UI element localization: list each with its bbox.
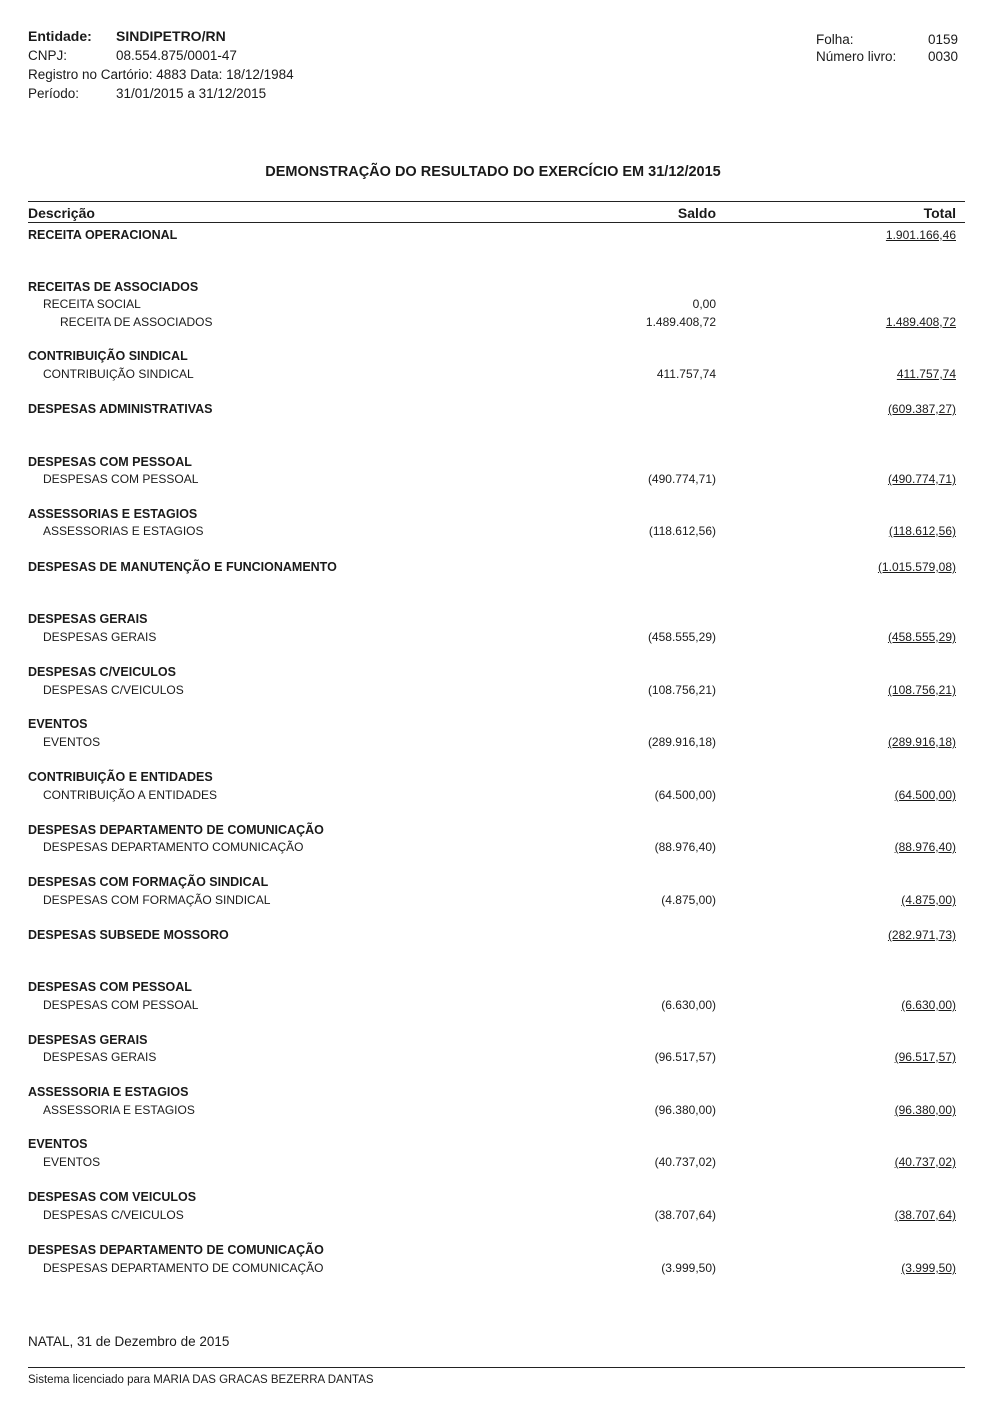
livro-value: 0030 xyxy=(927,49,958,64)
entity-label: Entidade: xyxy=(28,28,92,44)
row-total: (490.774,71) xyxy=(887,472,956,486)
table-row xyxy=(0,1050,1000,1066)
row-total: (282.971,73) xyxy=(887,928,956,942)
row-description: DESPESAS C/VEICULOS xyxy=(28,665,176,679)
row-description: DESPESAS C/VEICULOS xyxy=(43,1208,184,1222)
row-description: ASSESSORIAS E ESTAGIOS xyxy=(28,507,198,521)
row-saldo: (88.976,40) xyxy=(654,840,716,854)
table-row xyxy=(0,630,1000,646)
row-saldo: (64.500,00) xyxy=(654,788,716,802)
row-total: (96.380,00) xyxy=(894,1103,956,1117)
row-saldo: (96.380,00) xyxy=(654,1103,716,1117)
registro-row xyxy=(28,67,294,82)
row-description: DESPESAS COM VEICULOS xyxy=(28,1190,197,1204)
table-group-row xyxy=(0,665,1000,681)
row-description: DESPESAS C/VEICULOS xyxy=(43,683,184,697)
top-rule xyxy=(28,201,965,202)
table-row xyxy=(0,1261,1000,1277)
row-saldo: 0,00 xyxy=(692,297,716,311)
row-total: (40.737,02) xyxy=(894,1155,956,1169)
table-row xyxy=(0,367,1000,383)
row-description: DESPESAS COM FORMAÇÃO SINDICAL xyxy=(43,893,271,907)
row-saldo: (490.774,71) xyxy=(647,472,716,486)
row-saldo: (40.737,02) xyxy=(654,1155,716,1169)
row-description: ASSESSORIA E ESTAGIOS xyxy=(28,1085,189,1099)
table-row xyxy=(0,1155,1000,1171)
row-description: DESPESAS DEPARTAMENTO DE COMUNICAÇÃO xyxy=(28,823,324,837)
row-description: CONTRIBUIÇÃO E ENTIDADES xyxy=(28,770,213,784)
periodo-label: Período: xyxy=(28,86,80,101)
table-group-row xyxy=(0,1085,1000,1101)
row-description: RECEITA SOCIAL xyxy=(43,297,141,311)
page-title: DEMONSTRAÇÃO DO RESULTADO DO EXERCÍCIO EM 31/12/2015 xyxy=(265,164,721,180)
table-group-row xyxy=(0,507,1000,523)
license-text: Sistema licenciado para MARIA DAS GRACAS BEZERRA DANTAS xyxy=(28,1374,374,1386)
cnpj-label: CNPJ: xyxy=(28,48,68,63)
row-total: (4.875,00) xyxy=(901,893,956,907)
periodo-value: 31/01/2015 a 31/12/2015 xyxy=(116,86,267,101)
row-description: CONTRIBUIÇÃO SINDICAL xyxy=(43,367,194,381)
table-row xyxy=(0,735,1000,751)
table-group-row xyxy=(0,560,1000,576)
row-description: DESPESAS GERAIS xyxy=(43,1050,157,1064)
table-row xyxy=(0,998,1000,1014)
row-description: DESPESAS GERAIS xyxy=(28,612,148,626)
cnpj-row xyxy=(28,48,237,63)
table-row xyxy=(0,472,1000,488)
row-description: DESPESAS COM PESSOAL xyxy=(43,472,199,486)
row-total: (38.707,64) xyxy=(894,1208,956,1222)
row-description: DESPESAS GERAIS xyxy=(28,1033,148,1047)
row-description: DESPESAS DEPARTAMENTO COMUNICAÇÃO xyxy=(43,840,304,854)
row-description: RECEITA OPERACIONAL xyxy=(28,228,178,242)
table-row xyxy=(0,297,1000,313)
row-total: 1.489.408,72 xyxy=(885,315,956,329)
row-total: (609.387,27) xyxy=(887,402,956,416)
table-group-row xyxy=(0,1190,1000,1206)
periodo-row xyxy=(28,86,266,101)
header-rule xyxy=(28,222,965,223)
row-total: (458.555,29) xyxy=(887,630,956,644)
footer-rule xyxy=(28,1367,965,1368)
row-description: RECEITA DE ASSOCIADOS xyxy=(60,315,213,329)
table-group-row xyxy=(0,228,1000,244)
table-group-row xyxy=(0,402,1000,418)
table-row xyxy=(0,1208,1000,1224)
row-saldo: (4.875,00) xyxy=(661,893,716,907)
livro-label: Número livro: xyxy=(816,49,897,64)
row-saldo: (108.756,21) xyxy=(647,683,716,697)
folha-label: Folha: xyxy=(816,32,854,47)
entity-value: SINDIPETRO/RN xyxy=(116,28,226,44)
place-date: NATAL, 31 de Dezembro de 2015 xyxy=(28,1334,230,1349)
table-row xyxy=(0,683,1000,699)
row-total: 1.901.166,46 xyxy=(885,228,956,242)
folha-value: 0159 xyxy=(927,32,958,47)
row-total: (3.999,50) xyxy=(901,1261,956,1275)
table-group-row xyxy=(0,1033,1000,1049)
cnpj-value: 08.554.875/0001-47 xyxy=(116,48,237,63)
row-description: DESPESAS GERAIS xyxy=(43,630,157,644)
row-total: (64.500,00) xyxy=(894,788,956,802)
row-description: CONTRIBUIÇÃO A ENTIDADES xyxy=(43,788,218,802)
row-saldo: 1.489.408,72 xyxy=(645,315,716,329)
row-description: RECEITAS DE ASSOCIADOS xyxy=(28,280,199,294)
row-description: DESPESAS COM FORMAÇÃO SINDICAL xyxy=(28,875,269,889)
row-description: DESPESAS COM PESSOAL xyxy=(28,455,192,469)
row-total: (1.015.579,08) xyxy=(877,560,956,574)
row-saldo: (289.916,18) xyxy=(647,735,716,749)
row-description: EVENTOS xyxy=(28,1137,88,1151)
table-row xyxy=(0,1103,1000,1119)
table-row xyxy=(0,893,1000,909)
row-description: EVENTOS xyxy=(43,1155,101,1169)
table-group-row xyxy=(0,717,1000,733)
row-description: DESPESAS COM PESSOAL xyxy=(28,980,192,994)
table-group-row xyxy=(0,280,1000,296)
row-total: (96.517,57) xyxy=(894,1050,956,1064)
registro-text: Registro no Cartório: 4883 Data: 18/12/1984 xyxy=(28,67,294,82)
row-total: (88.976,40) xyxy=(894,840,956,854)
row-description: EVENTOS xyxy=(43,735,101,749)
column-header-total: Total xyxy=(923,205,956,221)
row-description: ASSESSORIAS E ESTAGIOS xyxy=(43,524,204,538)
row-total: (118.612,56) xyxy=(888,524,956,538)
row-description: ASSESSORIA E ESTAGIOS xyxy=(43,1103,195,1117)
row-saldo: (458.555,29) xyxy=(647,630,716,644)
entity-row xyxy=(28,28,226,44)
row-description: DESPESAS SUBSEDE MOSSORO xyxy=(28,928,229,942)
table-row xyxy=(0,840,1000,856)
table-group-row xyxy=(0,770,1000,786)
table-group-row xyxy=(0,875,1000,891)
table-group-row xyxy=(0,823,1000,839)
table-row xyxy=(0,315,1000,331)
table-group-row xyxy=(0,1137,1000,1153)
table-group-row xyxy=(0,612,1000,628)
table-group-row xyxy=(0,455,1000,471)
column-header-descricao: Descrição xyxy=(28,205,95,221)
row-saldo: (3.999,50) xyxy=(661,1261,716,1275)
row-description: DESPESAS DEPARTAMENTO DE COMUNICAÇÃO xyxy=(28,1243,324,1257)
table-group-row xyxy=(0,928,1000,944)
row-description: DESPESAS DEPARTAMENTO DE COMUNICAÇÃO xyxy=(43,1261,324,1275)
row-saldo: (38.707,64) xyxy=(654,1208,716,1222)
row-saldo: (118.612,56) xyxy=(648,524,716,538)
table-row xyxy=(0,788,1000,804)
table-group-row xyxy=(0,349,1000,365)
row-total: (6.630,00) xyxy=(901,998,956,1012)
row-total: (108.756,21) xyxy=(887,683,956,697)
row-description: EVENTOS xyxy=(28,717,88,731)
row-total: 411.757,74 xyxy=(896,367,956,381)
row-saldo: 411.757,74 xyxy=(656,367,716,381)
row-saldo: (96.517,57) xyxy=(654,1050,716,1064)
row-description: DESPESAS DE MANUTENÇÃO E FUNCIONAMENTO xyxy=(28,560,337,574)
row-description: DESPESAS ADMINISTRATIVAS xyxy=(28,402,213,416)
row-description: DESPESAS COM PESSOAL xyxy=(43,998,199,1012)
table-row xyxy=(0,524,1000,540)
row-total: (289.916,18) xyxy=(887,735,956,749)
table-group-row xyxy=(0,1243,1000,1259)
table-group-row xyxy=(0,980,1000,996)
row-saldo: (6.630,00) xyxy=(661,998,716,1012)
row-description: CONTRIBUIÇÃO SINDICAL xyxy=(28,349,188,363)
column-header-saldo: Saldo xyxy=(677,205,716,221)
